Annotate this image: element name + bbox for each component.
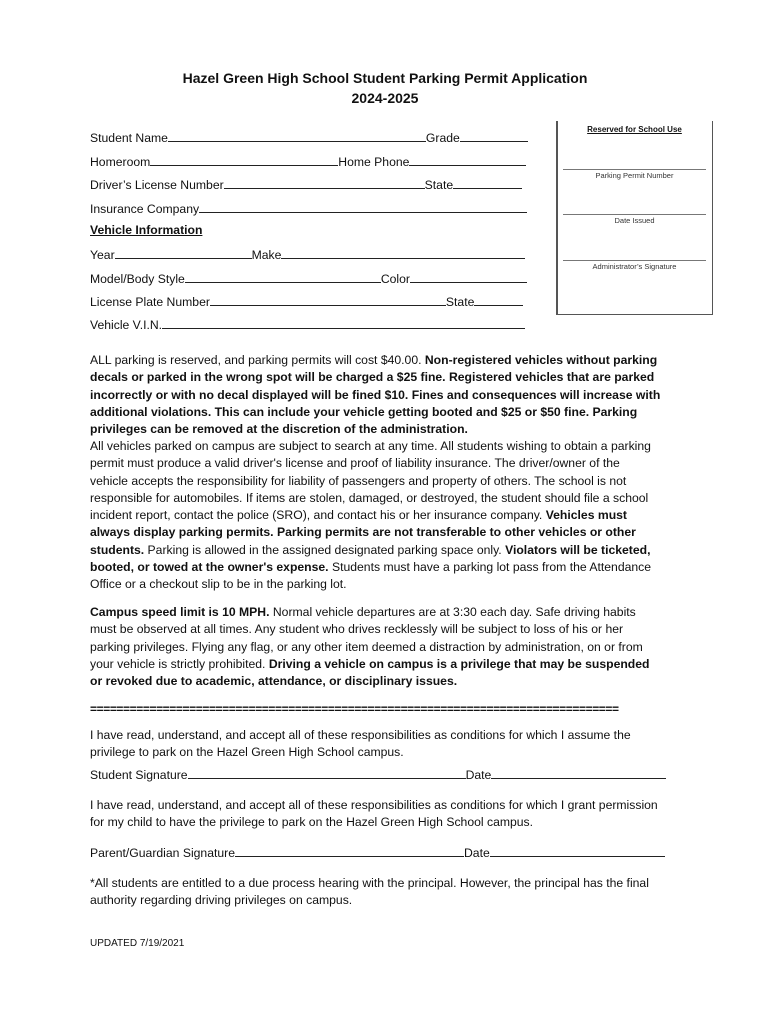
home-phone-label: Home Phone — [338, 155, 410, 169]
parent-signature-row — [90, 844, 665, 860]
student-signature-label: Student Signature — [90, 768, 188, 782]
license-field[interactable] — [224, 176, 425, 189]
date-issued-label: Date Issued — [614, 216, 655, 225]
page-title: Hazel Green High School Student Parking Permit Application — [182, 70, 588, 86]
admin-signature-label: Administrator’s Signature — [592, 262, 677, 271]
student-signature-row — [90, 766, 666, 782]
model-field[interactable] — [185, 270, 381, 283]
insurance-label: Insurance Company — [90, 202, 200, 216]
admin-signature-line[interactable] — [563, 260, 706, 261]
year-label: Year — [90, 248, 115, 262]
updated-date: UPDATED 7/19/2021 — [90, 938, 185, 949]
insurance-row — [90, 200, 527, 216]
vehicle-info-heading: Vehicle Information — [90, 223, 203, 237]
plate-field[interactable] — [210, 293, 446, 306]
insurance-field[interactable] — [199, 200, 527, 213]
parent-signature-field[interactable] — [235, 844, 464, 857]
homeroom-field[interactable] — [150, 153, 338, 166]
state-field[interactable] — [453, 176, 522, 189]
state-label: State — [424, 178, 454, 192]
model-label: Model/Body Style — [90, 272, 185, 286]
vin-label: Vehicle V.I.N. — [90, 318, 163, 332]
student-name-row — [90, 129, 528, 145]
grade-field[interactable] — [460, 129, 528, 142]
model-color-row — [90, 270, 527, 286]
rules-paragraph: All vehicles parked on campus are subject to search at any time. All students wishing to obtain a parking permit must produce a valid driver's license and proof of liability insurance. The driver/owner of the vehicle accepts the responsibility for liability of passengers and property of others. The school is not responsible for automobiles. If items are stolen, damaged, or destroyed, the student should file a school incident report, contact the police (SRO), and contact his or her insurance company. Vehicles must always display parking permits. Parking permits are not transferable to other vehicles or other students. Parking is allowed in the assigned designated parking space only. Violators will be ticketed, booted, or towed at the owner's expense. Students must have a parking lot pass from the Attendance Office or a checkout slip to be in the parking lot. — [90, 439, 652, 592]
reserved-title: Reserved for School Use — [587, 125, 682, 134]
grade-label: Grade — [425, 131, 460, 145]
color-label: Color — [380, 272, 410, 286]
student-signature-field[interactable] — [188, 766, 466, 779]
permit-number-label: Parking Permit Number — [595, 171, 674, 180]
homeroom-row — [90, 153, 526, 169]
color-field[interactable] — [410, 270, 527, 283]
plate-row — [90, 293, 523, 309]
permit-number-line[interactable] — [563, 169, 706, 170]
plate-state-field[interactable] — [474, 293, 523, 306]
separator-line: ================================================================================ — [90, 702, 619, 716]
year-make-row — [90, 246, 525, 262]
make-field[interactable] — [281, 246, 525, 259]
parent-date-label: Date — [464, 846, 490, 860]
parent-signature-label: Parent/Guardian Signature — [90, 846, 235, 860]
homeroom-label: Homeroom — [90, 155, 151, 169]
vin-field[interactable] — [162, 316, 525, 329]
student-date-label: Date — [465, 768, 492, 782]
plate-label: License Plate Number — [90, 295, 210, 309]
student-date-field[interactable] — [491, 766, 666, 779]
vin-row — [90, 316, 525, 332]
fees-paragraph: ALL parking is reserved, and parking permits will cost $40.00. Non-registered vehicles without parking decals or parked in the wrong spot will be charged a $25 fine. Registered vehicles that are parked incorrectly or with no decal displayed will be fined $10. Fines and consequences will increase with additional violations. This can include your vehicle getting booted and $25 or $50 fine. Parking privileges can be removed at the discretion of the administration. — [90, 353, 661, 437]
license-label: Driver’s License Number — [90, 178, 224, 192]
make-label: Make — [251, 248, 282, 262]
date-issued-line[interactable] — [563, 214, 706, 215]
home-phone-field[interactable] — [409, 153, 526, 166]
year-field[interactable] — [115, 246, 252, 259]
student-name-label: Student Name — [90, 131, 168, 145]
parent-date-field[interactable] — [490, 844, 665, 857]
speed-paragraph: Campus speed limit is 10 MPH. Normal vehicle departures are at 3:30 each day. Safe driving habits must be observed at all times. Any student who drives recklessly will be subject to loss of his or her parking privileges. Flying any flag, or any other item deemed a distraction by administration, on or from your vehicle is strictly prohibited. Driving a vehicle on campus is a privilege that may be suspended or revoked due to academic, attendance, or disciplinary issues. — [90, 605, 650, 689]
reserved-box — [556, 121, 713, 315]
student-name-field[interactable] — [168, 129, 426, 142]
due-process-note: *All students are entitled to a due process hearing with the principal. However, the principal has the final authority regarding driving privileges on campus. — [90, 876, 649, 908]
parent-acknowledgement: I have read, understand, and accept all of these responsibilities as conditions for which I grant permission for my child to have the privilege to park on the Hazel Green High School campus. — [90, 798, 658, 830]
school-year: 2024-2025 — [351, 90, 419, 106]
license-row — [90, 176, 522, 192]
plate-state-label: State — [445, 295, 475, 309]
student-acknowledgement: I have read, understand, and accept all of these responsibilities as conditions for which I assume the privilege to park on the Hazel Green High School campus. — [90, 728, 631, 760]
